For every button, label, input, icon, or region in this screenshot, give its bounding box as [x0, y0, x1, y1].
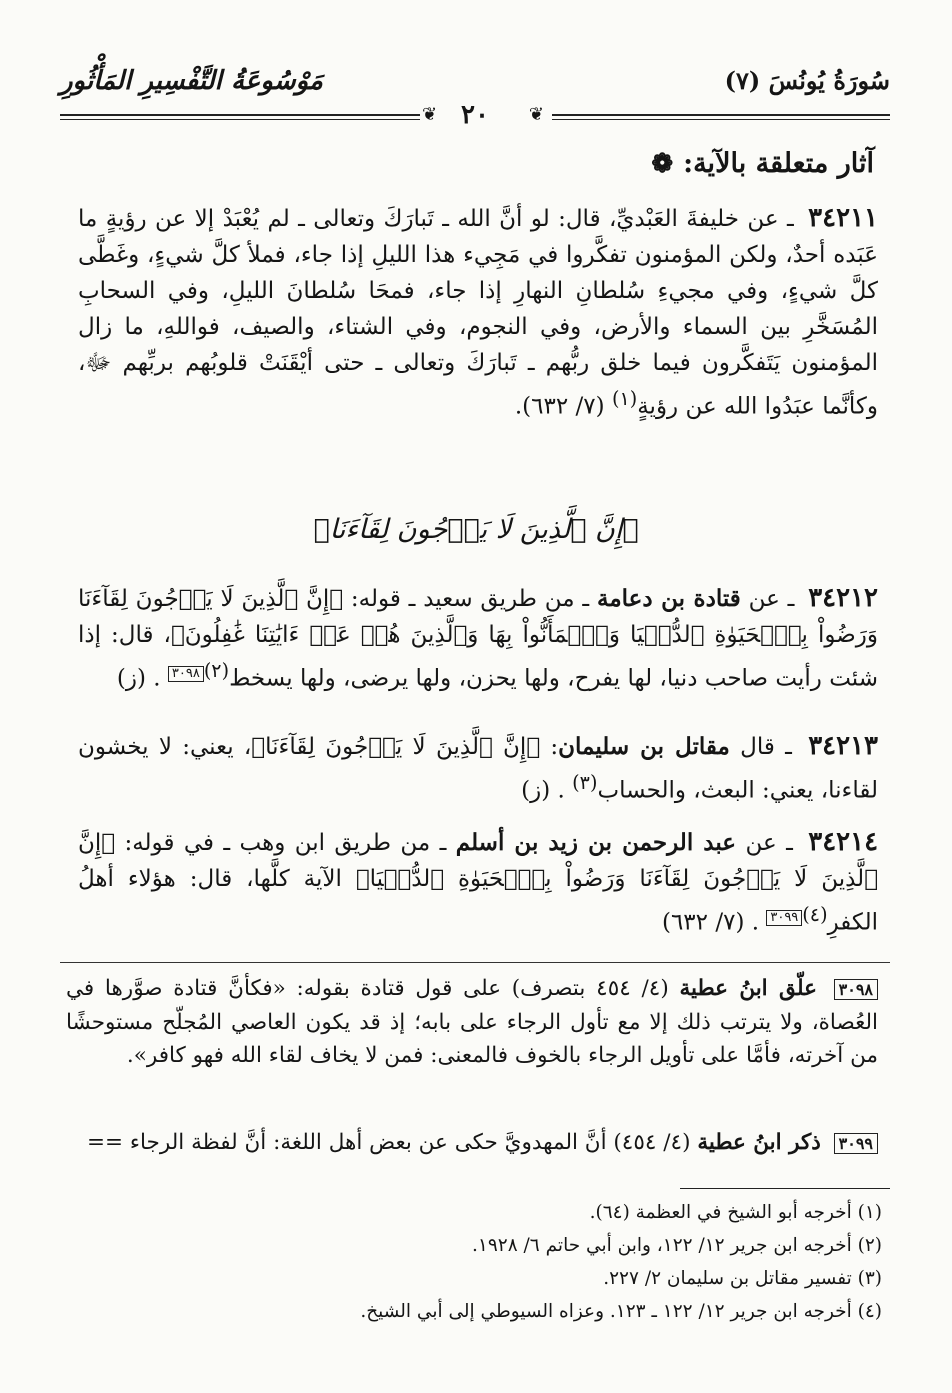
entry-number: ٣٤٢١٤	[808, 827, 879, 857]
entry-paragraph	[78, 824, 878, 941]
source-reference: . (٧/ ٦٣٢)	[661, 909, 760, 936]
narrator-name: قتادة بن دعامة	[597, 585, 741, 612]
book-title: مَوْسُوعَةُ التَّفْسِيرِ المَأْثُورِ	[60, 66, 323, 96]
commentary-number: ٣٠٩٨	[834, 979, 878, 1000]
footnote: (٣) تفسير مقاتل بن سليمان ٢/ ٢٢٧.	[603, 1268, 882, 1289]
commentary-box-ref: ٣٠٩٩	[766, 910, 802, 926]
footnote: (٢) أخرجه ابن جرير ١٢/ ١٢٢، وابن أبي حاتم ٦/ ١٩٢٨.	[472, 1235, 882, 1256]
running-header	[60, 60, 890, 132]
verse-heading: ﴿إِنَّ ٱلَّذِينَ لَا يَرۡجُونَ لِقَآءَنَا﴾	[313, 514, 639, 545]
footnote-separator	[680, 1188, 890, 1189]
athar-number: ٣٤٢١١	[808, 203, 878, 233]
header-rule-right	[552, 114, 890, 116]
footnote-marker: (٢)	[203, 659, 230, 682]
entry-text: : ﴿إِنَّ ٱلَّذِينَ لَا يَرۡجُونَ لِقَآءَنَا﴾، يعني: لا يخشون لقاءنا، يعني: البعث، والحساب	[78, 734, 878, 804]
footnote: (٤) أخرجه ابن جرير ١٢/ ١٢٢ ـ ١٢٣. وعزاه السيوطي إلى أبي الشيخ.	[360, 1301, 882, 1322]
footnote-marker: (٣)	[572, 771, 598, 794]
header-rule-left	[60, 114, 420, 116]
athar-paragraph	[78, 200, 878, 425]
section-heading-text: آثار متعلقة بالآية:	[683, 148, 874, 179]
commentary-label: ذكر ابنُ عطية	[697, 1130, 821, 1155]
footnote: (١) أخرجه أبو الشيخ في العظمة (٦٤).	[589, 1202, 882, 1223]
header-rule-right-thin	[552, 119, 890, 120]
commentary-divider	[60, 962, 890, 963]
ornament-icon: ❦	[422, 104, 438, 125]
surah-title: سُورَةُ يُونُسَ (٧)	[724, 66, 890, 95]
source-reference: . (ز)	[116, 665, 161, 692]
section-heading	[651, 148, 874, 179]
commentary-text: (٤/ ٤٥٤) أنَّ المهدويَّ حكى عن بعض أهل اللغة: أنَّ لفظة الرجاء ==	[87, 1130, 691, 1155]
flower-icon: ❁	[651, 148, 674, 179]
footnote-marker: (٤)	[802, 903, 828, 926]
page-number: ٢٠	[461, 100, 489, 130]
source-reference: (٧/ ٦٣٢).	[514, 393, 605, 420]
athar-text: ـ عن خليفةَ العَبْديِّ، قال: لو أنَّ الله ـ تَبارَكَ وتعالى ـ لم يُعْبَدْ إلا عن رؤيةٍ ما عَبَده أحدٌ، ولكن المؤمنون تفكَّروا في مَجِيء هذا الليلِ إذا جاء، فملأ كلَّ شيءٍ، وغَطَّى كلَّ شيءٍ، وفي مجيءِ سُلطانِ النهارِ إذا جاء، فمحَا سُلطانَ الليلِ، وفي السحابِ المُسَخَّرِ بين السماء والأرض، وفي النجوم، وفي الشتاء، والصيف، فواللهِ، ما زال المؤمنون يَتَفكَّرون فيما خلق ربُّهم ـ تَبارَكَ وتعالى ـ حتى أيْقَنَتْ قلوبُهم بربِّهم ﷻ، وكأنَّما عبَدُوا الله عن رؤيةٍ	[78, 206, 878, 420]
header-rule-left-thin	[60, 119, 420, 120]
footnote-marker: (١)	[611, 387, 638, 410]
narrator-name: مقاتل بن سليمان	[558, 733, 730, 760]
commentary-label: علّق ابنُ عطية	[679, 976, 817, 1001]
footnotes	[122, 1196, 882, 1328]
commentary-note	[66, 972, 878, 1072]
narrator-name: عبد الرحمن بن زيد بن أسلم	[455, 829, 737, 856]
commentary-box-ref: ٣٠٩٨	[168, 666, 204, 682]
entry-intro: ـ عن	[748, 586, 795, 612]
commentary-text: (٤/ ٤٥٤ بتصرف) على قول قتادة بقوله: «فكأنَّ قتادة صوَّرها في العُصاة، ولا يترتب ذلك إلا مع تأول الرجاء على بابه؛ إذ قد يكون العاصي المُجلّح مستوحشًا من آخرته، فأمَّا على تأويل الرجاء بالخوف فالمعنى: فمن لا يخاف لقاء الله فهو كافر».	[66, 976, 878, 1068]
entry-paragraph	[78, 580, 878, 697]
entry-intro: ـ قال	[740, 734, 792, 760]
entry-text: ـ من طريق ابن وهب ـ في قوله: ﴿إِنَّ ٱلَّذِينَ لَا يَرۡجُونَ لِقَآءَنَا وَرَضُواْ بِٱلۡحَيَوٰةِ ٱلدُّنۡيَا﴾ الآية كلَّها، قال: هؤلاء أهلُ الكفرِ	[78, 830, 878, 936]
commentary-note	[66, 1126, 878, 1160]
entry-number: ٣٤٢١٣	[808, 731, 879, 761]
entry-intro: ـ عن	[745, 830, 793, 856]
entry-text: ـ من طريق سعيد ـ قوله: ﴿إِنَّ ٱلَّذِينَ لَا يَرۡجُونَ لِقَآءَنَا وَرَضُواْ بِٱلۡحَيَوٰةِ ٱلدُّنۡيَا وَٱطۡمَأَنُّواْ بِهَا وَٱلَّذِينَ هُمۡ عَنۡ ءَايَٰتِنَا غَٰفِلُونَ﴾، قال: إذا شئت رأيت صاحب دنيا، لها يفرح، ولها يحزن، ولها يرضى، ولها يسخط	[78, 586, 878, 692]
entry-paragraph	[78, 728, 878, 809]
ornament-icon: ❦	[528, 104, 544, 125]
source-reference: . (ز)	[521, 777, 565, 804]
entry-number: ٣٤٢١٢	[808, 583, 879, 613]
commentary-number: ٣٠٩٩	[834, 1133, 878, 1154]
